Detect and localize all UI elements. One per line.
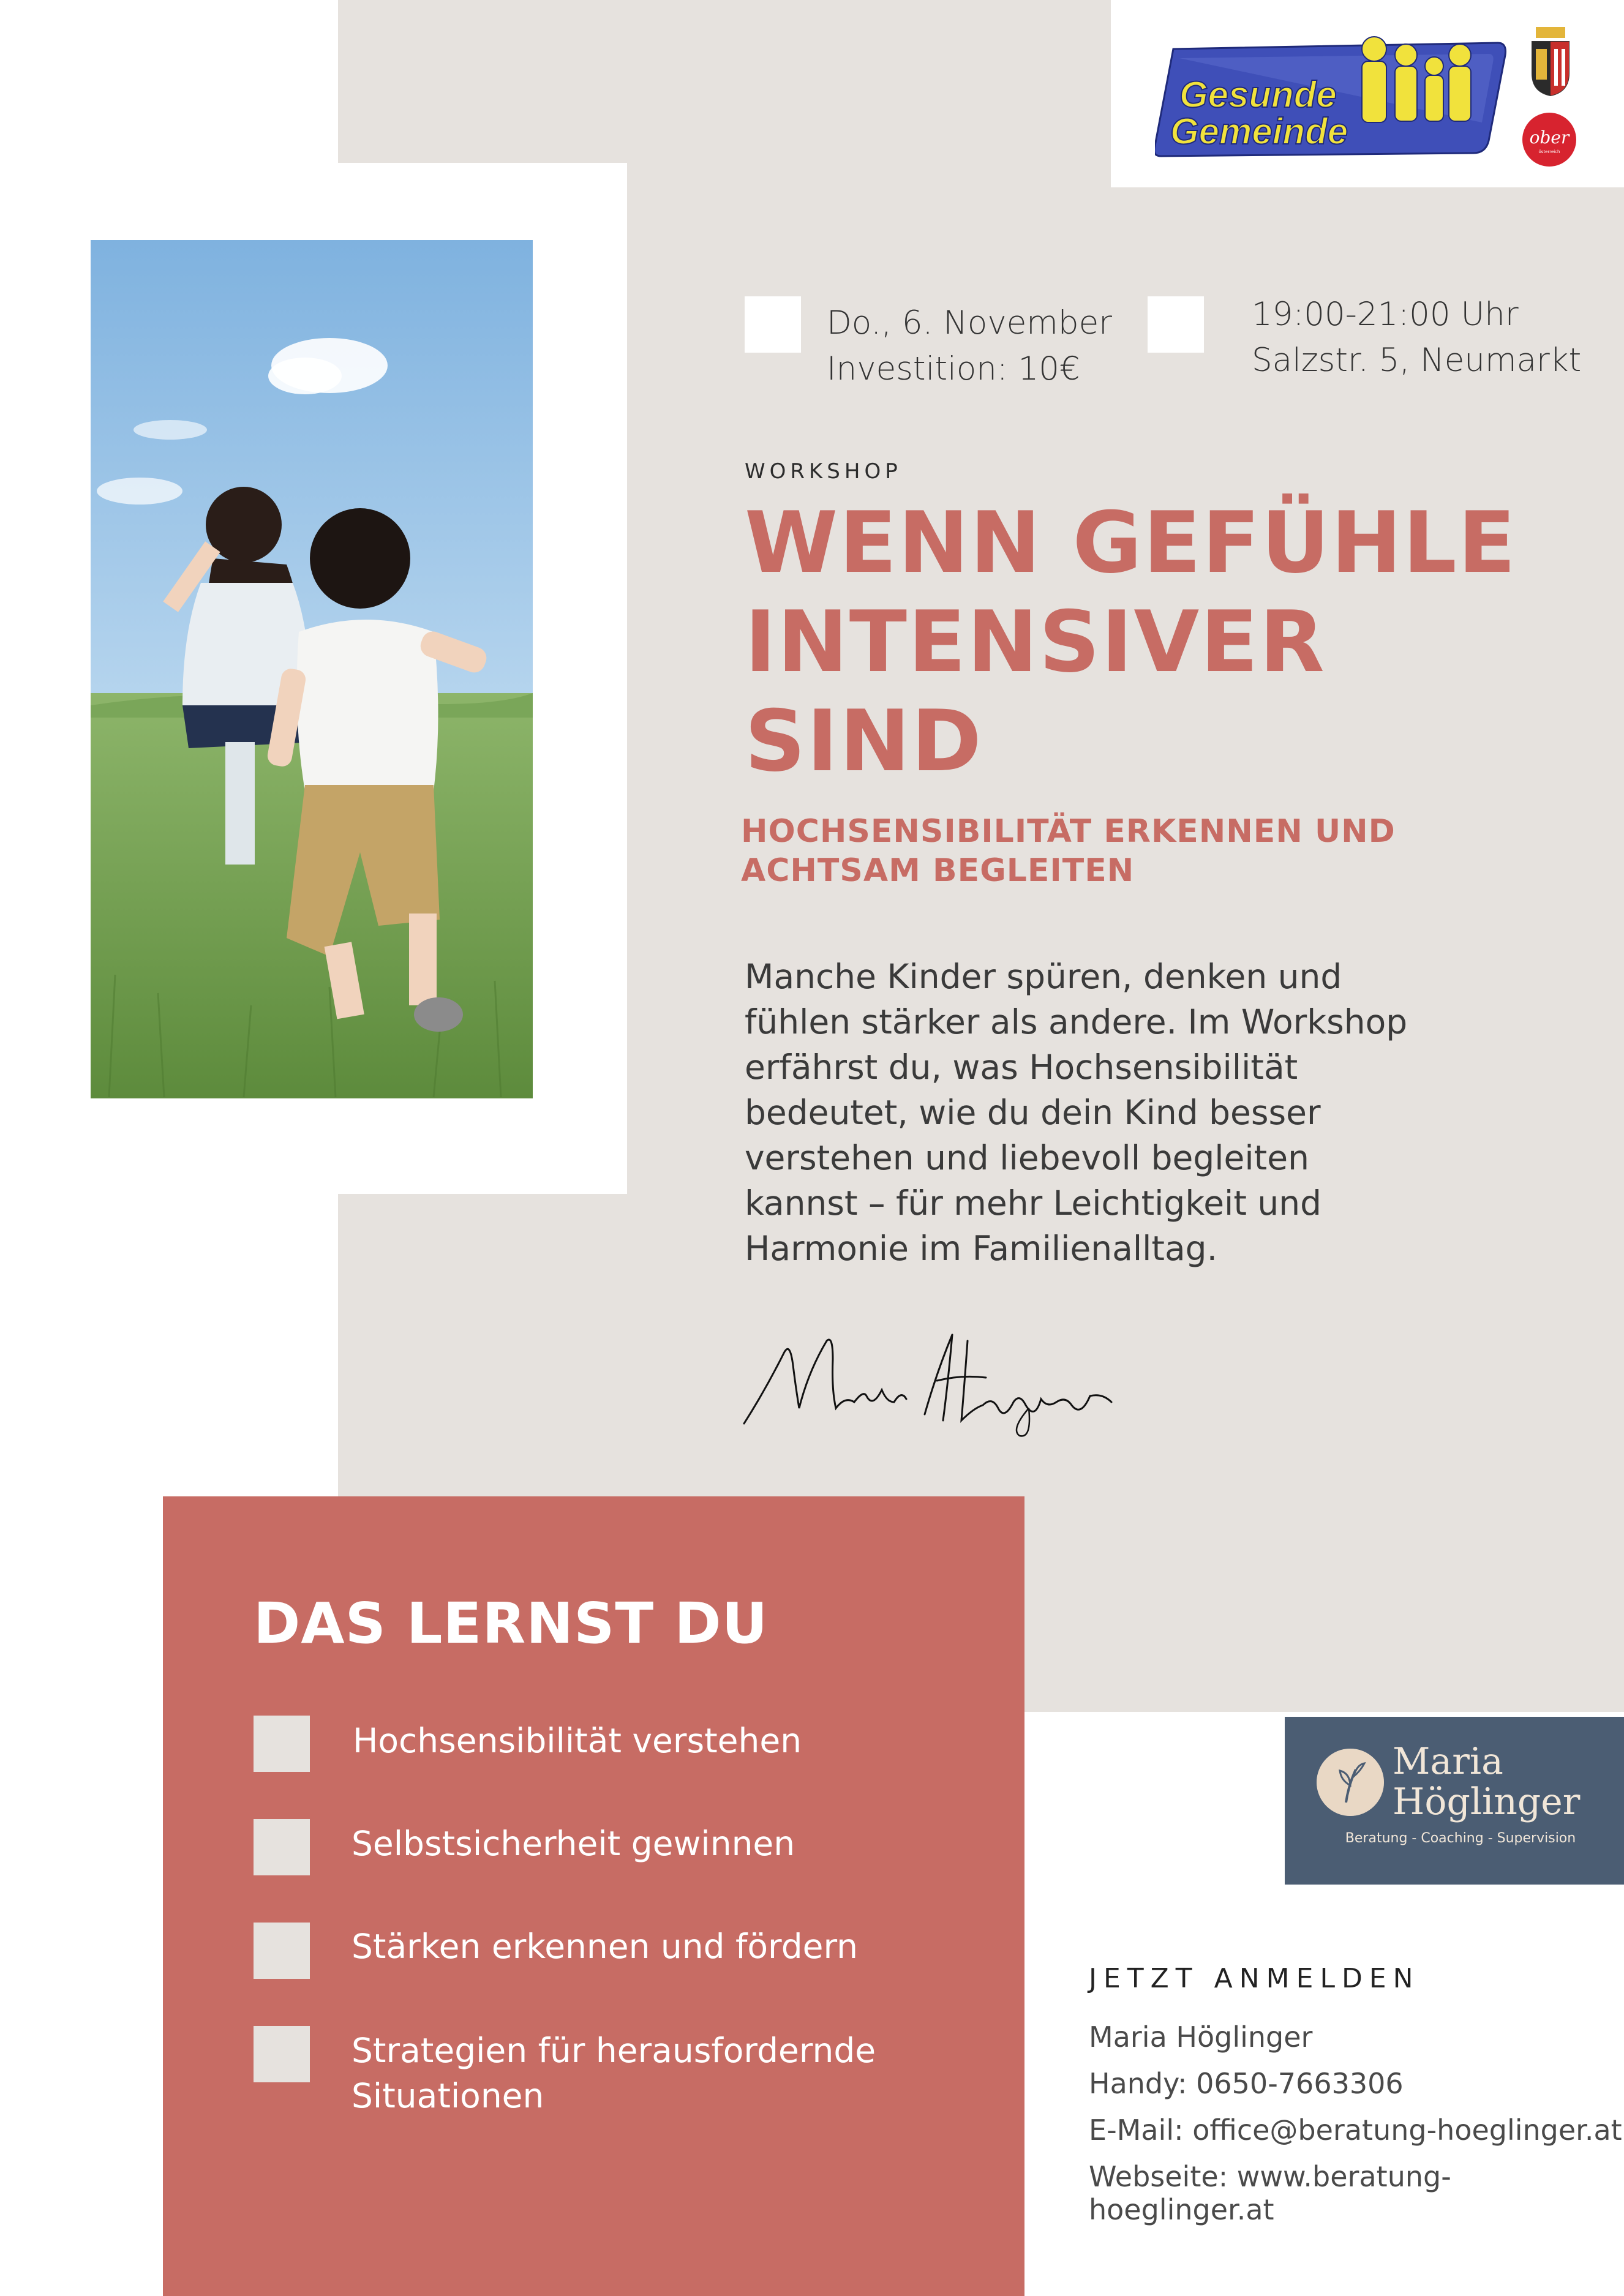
workshop-label: WORKSHOP xyxy=(745,459,902,484)
brand-name xyxy=(1393,1741,1619,1822)
background-block-left xyxy=(338,1194,627,1500)
learn-item: Selbstsicherheit gewinnen xyxy=(351,1824,795,1863)
checkbox-square-icon xyxy=(254,1819,310,1875)
event-time-location xyxy=(1252,291,1581,383)
ober-oesterreich-badge xyxy=(1521,111,1577,168)
learn-item: Hochsensibilität verstehen xyxy=(353,1721,802,1760)
event-time: 19:00-21:00 Uhr xyxy=(1252,296,1519,333)
event-date: Do., 6. November xyxy=(827,304,1112,342)
contact-phone: Handy: 0650-7663306 xyxy=(1089,2067,1404,2100)
title-line-2: INTENSIVER xyxy=(745,593,1326,691)
logo-text-gemeinde: Gemeinde xyxy=(1170,111,1348,152)
learn-item: Strategien für herausfordernde Situationen xyxy=(351,2031,876,2115)
event-price: Investition: 10€ xyxy=(827,350,1080,388)
brand-name-line-1: Maria xyxy=(1393,1740,1503,1783)
title-line-3: SIND xyxy=(745,692,983,790)
event-location: Salzstr. 5, Neumarkt xyxy=(1252,342,1582,379)
background-block-top xyxy=(338,0,1111,163)
logo-text-gesunde: Gesunde xyxy=(1179,74,1337,115)
ober-badge-subtext: österreich xyxy=(1538,149,1560,154)
subtitle-line-1: HOCHSENSIBILITÄT ERKENNEN UND xyxy=(741,813,1396,850)
page-title xyxy=(745,493,1541,791)
description-text: Manche Kinder spüren, denken und fühlen stärker als andere. Im Workshop erfährst du, was Hochsensibilität bedeutet, wie du dein Kind besser verstehen und liebevoll begleiten kannst – für mehr Leichtigkeit und Harmonie im Familienalltag. xyxy=(745,957,1408,1268)
handwritten-signature xyxy=(741,1316,1121,1439)
checkbox-square-icon xyxy=(254,2026,310,2082)
learn-item: Stärken erkennen und fördern xyxy=(351,1927,858,1966)
time-info-square-icon xyxy=(1148,296,1204,353)
gesunde-gemeinde-logo xyxy=(1155,31,1515,165)
checkbox-square-icon xyxy=(254,1923,310,1979)
checkbox-square-icon xyxy=(254,1716,310,1772)
brand-tagline: Beratung - Coaching - Supervision xyxy=(1345,1831,1576,1846)
leaf-icon xyxy=(1317,1749,1384,1816)
learn-title: DAS LERNST DU xyxy=(254,1591,769,1656)
title-line-1: WENN GEFÜHLE xyxy=(745,493,1517,592)
background-block-main xyxy=(627,163,1624,1712)
hero-photo-children-running xyxy=(91,240,533,1098)
contact-website: Webseite: www.beratung-hoeglinger.at xyxy=(1089,2160,1451,2226)
event-date-price xyxy=(827,300,1112,392)
subtitle xyxy=(741,812,1476,890)
contact-email: E-Mail: office@beratung-hoeglinger.at xyxy=(1089,2114,1622,2147)
contact-name: Maria Höglinger xyxy=(1089,2020,1313,2054)
ober-badge-text: ober xyxy=(1529,127,1569,148)
brand-name-line-2: Höglinger xyxy=(1393,1780,1581,1823)
state-crest-icon xyxy=(1527,24,1574,98)
subtitle-line-2: ACHTSAM BEGLEITEN xyxy=(741,852,1135,889)
date-info-square-icon xyxy=(745,296,801,353)
registration-title: JETZT ANMELDEN xyxy=(1089,1963,1420,1994)
